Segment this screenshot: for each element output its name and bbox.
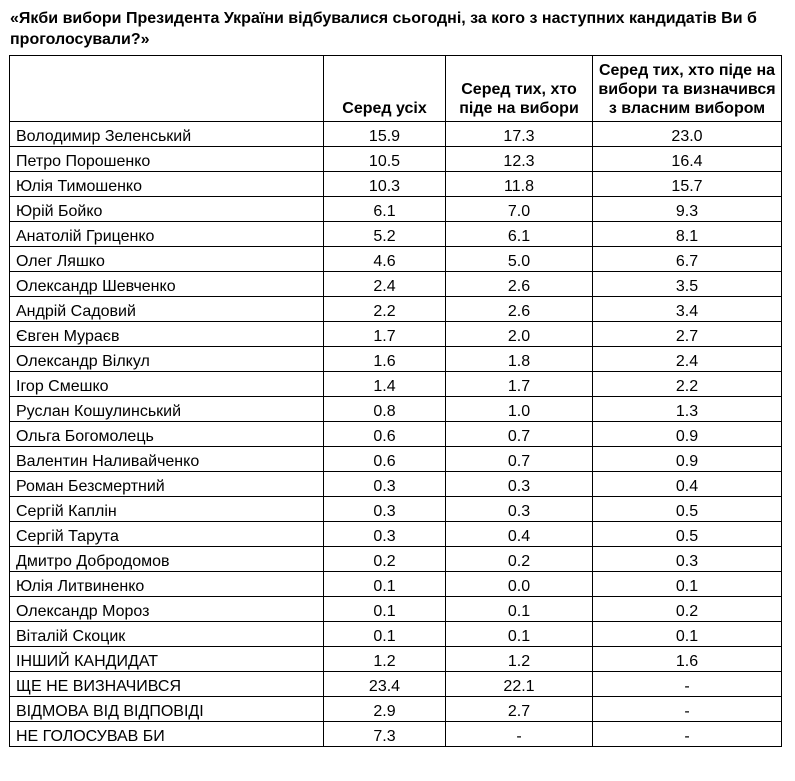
- value-decided-cell: 3.4: [593, 297, 782, 322]
- value-decided-cell: 16.4: [593, 147, 782, 172]
- table-body: [10, 122, 782, 747]
- table-row: [10, 272, 782, 297]
- value-decided-cell: 0.1: [593, 622, 782, 647]
- question-title: «Якби вибори Президента України відбувалися сьогодні, за кого з наступних кандидатів Ви б проголосували?»: [10, 10, 757, 48]
- candidate-name-cell: НЕ ГОЛОСУВАВ БИ: [10, 722, 324, 747]
- table-row: [10, 722, 782, 747]
- candidate-name-cell: Володимир Зеленський: [10, 122, 324, 147]
- value-all-cell: 0.3: [324, 522, 446, 547]
- candidate-name-cell: Олег Ляшко: [10, 247, 324, 272]
- value-voters-cell: 5.0: [446, 247, 593, 272]
- candidate-name-cell: Валентин Наливайченко: [10, 447, 324, 472]
- value-decided-cell: 0.4: [593, 472, 782, 497]
- table-row: [10, 172, 782, 197]
- value-voters-cell: 22.1: [446, 672, 593, 697]
- value-all-cell: 0.2: [324, 547, 446, 572]
- value-voters-cell: 2.6: [446, 297, 593, 322]
- header-cell-all: Серед усіх: [324, 56, 446, 122]
- header-cell-voters: Серед тих, хто піде на вибори: [446, 56, 593, 122]
- candidate-name-cell: Олександр Шевченко: [10, 272, 324, 297]
- candidate-name-cell: Дмитро Добродомов: [10, 547, 324, 572]
- value-all-cell: 1.2: [324, 647, 446, 672]
- value-voters-cell: -: [446, 722, 593, 747]
- value-all-cell: 4.6: [324, 247, 446, 272]
- value-decided-cell: 2.7: [593, 322, 782, 347]
- value-voters-cell: 0.1: [446, 622, 593, 647]
- value-voters-cell: 2.7: [446, 697, 593, 722]
- table-row: [10, 222, 782, 247]
- candidate-name-cell: Ольга Богомолець: [10, 422, 324, 447]
- header-row: [10, 56, 782, 122]
- value-all-cell: 15.9: [324, 122, 446, 147]
- value-decided-cell: 0.2: [593, 597, 782, 622]
- table-row: [10, 197, 782, 222]
- value-all-cell: 5.2: [324, 222, 446, 247]
- value-voters-cell: 1.8: [446, 347, 593, 372]
- value-all-cell: 2.4: [324, 272, 446, 297]
- value-all-cell: 2.2: [324, 297, 446, 322]
- table-row: [10, 547, 782, 572]
- table-row: [10, 622, 782, 647]
- value-all-cell: 0.6: [324, 422, 446, 447]
- poll-results-table: [9, 55, 782, 747]
- value-decided-cell: 0.9: [593, 447, 782, 472]
- candidate-name-cell: Олександр Мороз: [10, 597, 324, 622]
- value-all-cell: 23.4: [324, 672, 446, 697]
- value-all-cell: 10.3: [324, 172, 446, 197]
- candidate-name-cell: Анатолій Гриценко: [10, 222, 324, 247]
- value-decided-cell: 9.3: [593, 197, 782, 222]
- table-row: [10, 397, 782, 422]
- table-row: [10, 522, 782, 547]
- value-voters-cell: 2.0: [446, 322, 593, 347]
- value-voters-cell: 6.1: [446, 222, 593, 247]
- value-decided-cell: -: [593, 722, 782, 747]
- table-row: [10, 372, 782, 397]
- value-voters-cell: 17.3: [446, 122, 593, 147]
- candidate-name-cell: ІНШИЙ КАНДИДАТ: [10, 647, 324, 672]
- table-row: [10, 247, 782, 272]
- candidate-name-cell: Руслан Кошулинський: [10, 397, 324, 422]
- table-row: [10, 497, 782, 522]
- value-voters-cell: 0.7: [446, 422, 593, 447]
- header-cell-decided: Серед тих, хто піде на вибори та визначився з власним вибором: [593, 56, 782, 122]
- value-all-cell: 1.6: [324, 347, 446, 372]
- candidate-name-cell: Петро Порошенко: [10, 147, 324, 172]
- value-voters-cell: 1.7: [446, 372, 593, 397]
- value-voters-cell: 12.3: [446, 147, 593, 172]
- value-decided-cell: 0.3: [593, 547, 782, 572]
- value-voters-cell: 0.7: [446, 447, 593, 472]
- value-voters-cell: 0.0: [446, 572, 593, 597]
- value-decided-cell: 15.7: [593, 172, 782, 197]
- value-voters-cell: 1.2: [446, 647, 593, 672]
- candidate-name-cell: ВІДМОВА ВІД ВІДПОВІДІ: [10, 697, 324, 722]
- value-decided-cell: 0.1: [593, 572, 782, 597]
- value-voters-cell: 1.0: [446, 397, 593, 422]
- candidate-name-cell: Віталій Скоцик: [10, 622, 324, 647]
- table-row: [10, 447, 782, 472]
- table-row: [10, 122, 782, 147]
- value-decided-cell: 0.5: [593, 497, 782, 522]
- table-row: [10, 672, 782, 697]
- table-row: [10, 647, 782, 672]
- table-row: [10, 347, 782, 372]
- candidate-name-cell: ЩЕ НЕ ВИЗНАЧИВСЯ: [10, 672, 324, 697]
- table-row: [10, 422, 782, 447]
- value-decided-cell: 3.5: [593, 272, 782, 297]
- value-decided-cell: 1.6: [593, 647, 782, 672]
- value-all-cell: 10.5: [324, 147, 446, 172]
- value-voters-cell: 0.1: [446, 597, 593, 622]
- candidate-name-cell: Юлія Тимошенко: [10, 172, 324, 197]
- candidate-name-cell: Сергій Тарута: [10, 522, 324, 547]
- candidate-name-cell: Роман Безсмертний: [10, 472, 324, 497]
- value-all-cell: 0.3: [324, 497, 446, 522]
- candidate-name-cell: Сергій Каплін: [10, 497, 324, 522]
- value-all-cell: 0.1: [324, 622, 446, 647]
- value-decided-cell: 8.1: [593, 222, 782, 247]
- candidate-name-cell: Ігор Смешко: [10, 372, 324, 397]
- value-all-cell: 0.1: [324, 572, 446, 597]
- value-all-cell: 2.9: [324, 697, 446, 722]
- value-voters-cell: 0.3: [446, 497, 593, 522]
- value-all-cell: 0.3: [324, 472, 446, 497]
- value-all-cell: 0.6: [324, 447, 446, 472]
- value-all-cell: 0.1: [324, 597, 446, 622]
- candidate-name-cell: Юрій Бойко: [10, 197, 324, 222]
- candidate-name-cell: Андрій Садовий: [10, 297, 324, 322]
- value-decided-cell: 23.0: [593, 122, 782, 147]
- value-decided-cell: 6.7: [593, 247, 782, 272]
- value-voters-cell: 7.0: [446, 197, 593, 222]
- value-decided-cell: -: [593, 697, 782, 722]
- value-voters-cell: 0.3: [446, 472, 593, 497]
- table-row: [10, 297, 782, 322]
- table-row: [10, 697, 782, 722]
- candidate-name-cell: Євген Мураєв: [10, 322, 324, 347]
- candidate-name-cell: Олександр Вілкул: [10, 347, 324, 372]
- value-all-cell: 7.3: [324, 722, 446, 747]
- table-row: [10, 322, 782, 347]
- value-all-cell: 1.7: [324, 322, 446, 347]
- table-row: [10, 472, 782, 497]
- value-voters-cell: 2.6: [446, 272, 593, 297]
- header-cell-candidate: [10, 56, 324, 122]
- value-all-cell: 0.8: [324, 397, 446, 422]
- value-all-cell: 1.4: [324, 372, 446, 397]
- value-decided-cell: 2.4: [593, 347, 782, 372]
- value-decided-cell: 0.5: [593, 522, 782, 547]
- table-row: [10, 147, 782, 172]
- value-decided-cell: 1.3: [593, 397, 782, 422]
- value-voters-cell: 11.8: [446, 172, 593, 197]
- value-all-cell: 6.1: [324, 197, 446, 222]
- value-decided-cell: 0.9: [593, 422, 782, 447]
- value-voters-cell: 0.2: [446, 547, 593, 572]
- value-decided-cell: 2.2: [593, 372, 782, 397]
- value-decided-cell: -: [593, 672, 782, 697]
- candidate-name-cell: Юлія Литвиненко: [10, 572, 324, 597]
- table-row: [10, 572, 782, 597]
- table-row: [10, 597, 782, 622]
- value-voters-cell: 0.4: [446, 522, 593, 547]
